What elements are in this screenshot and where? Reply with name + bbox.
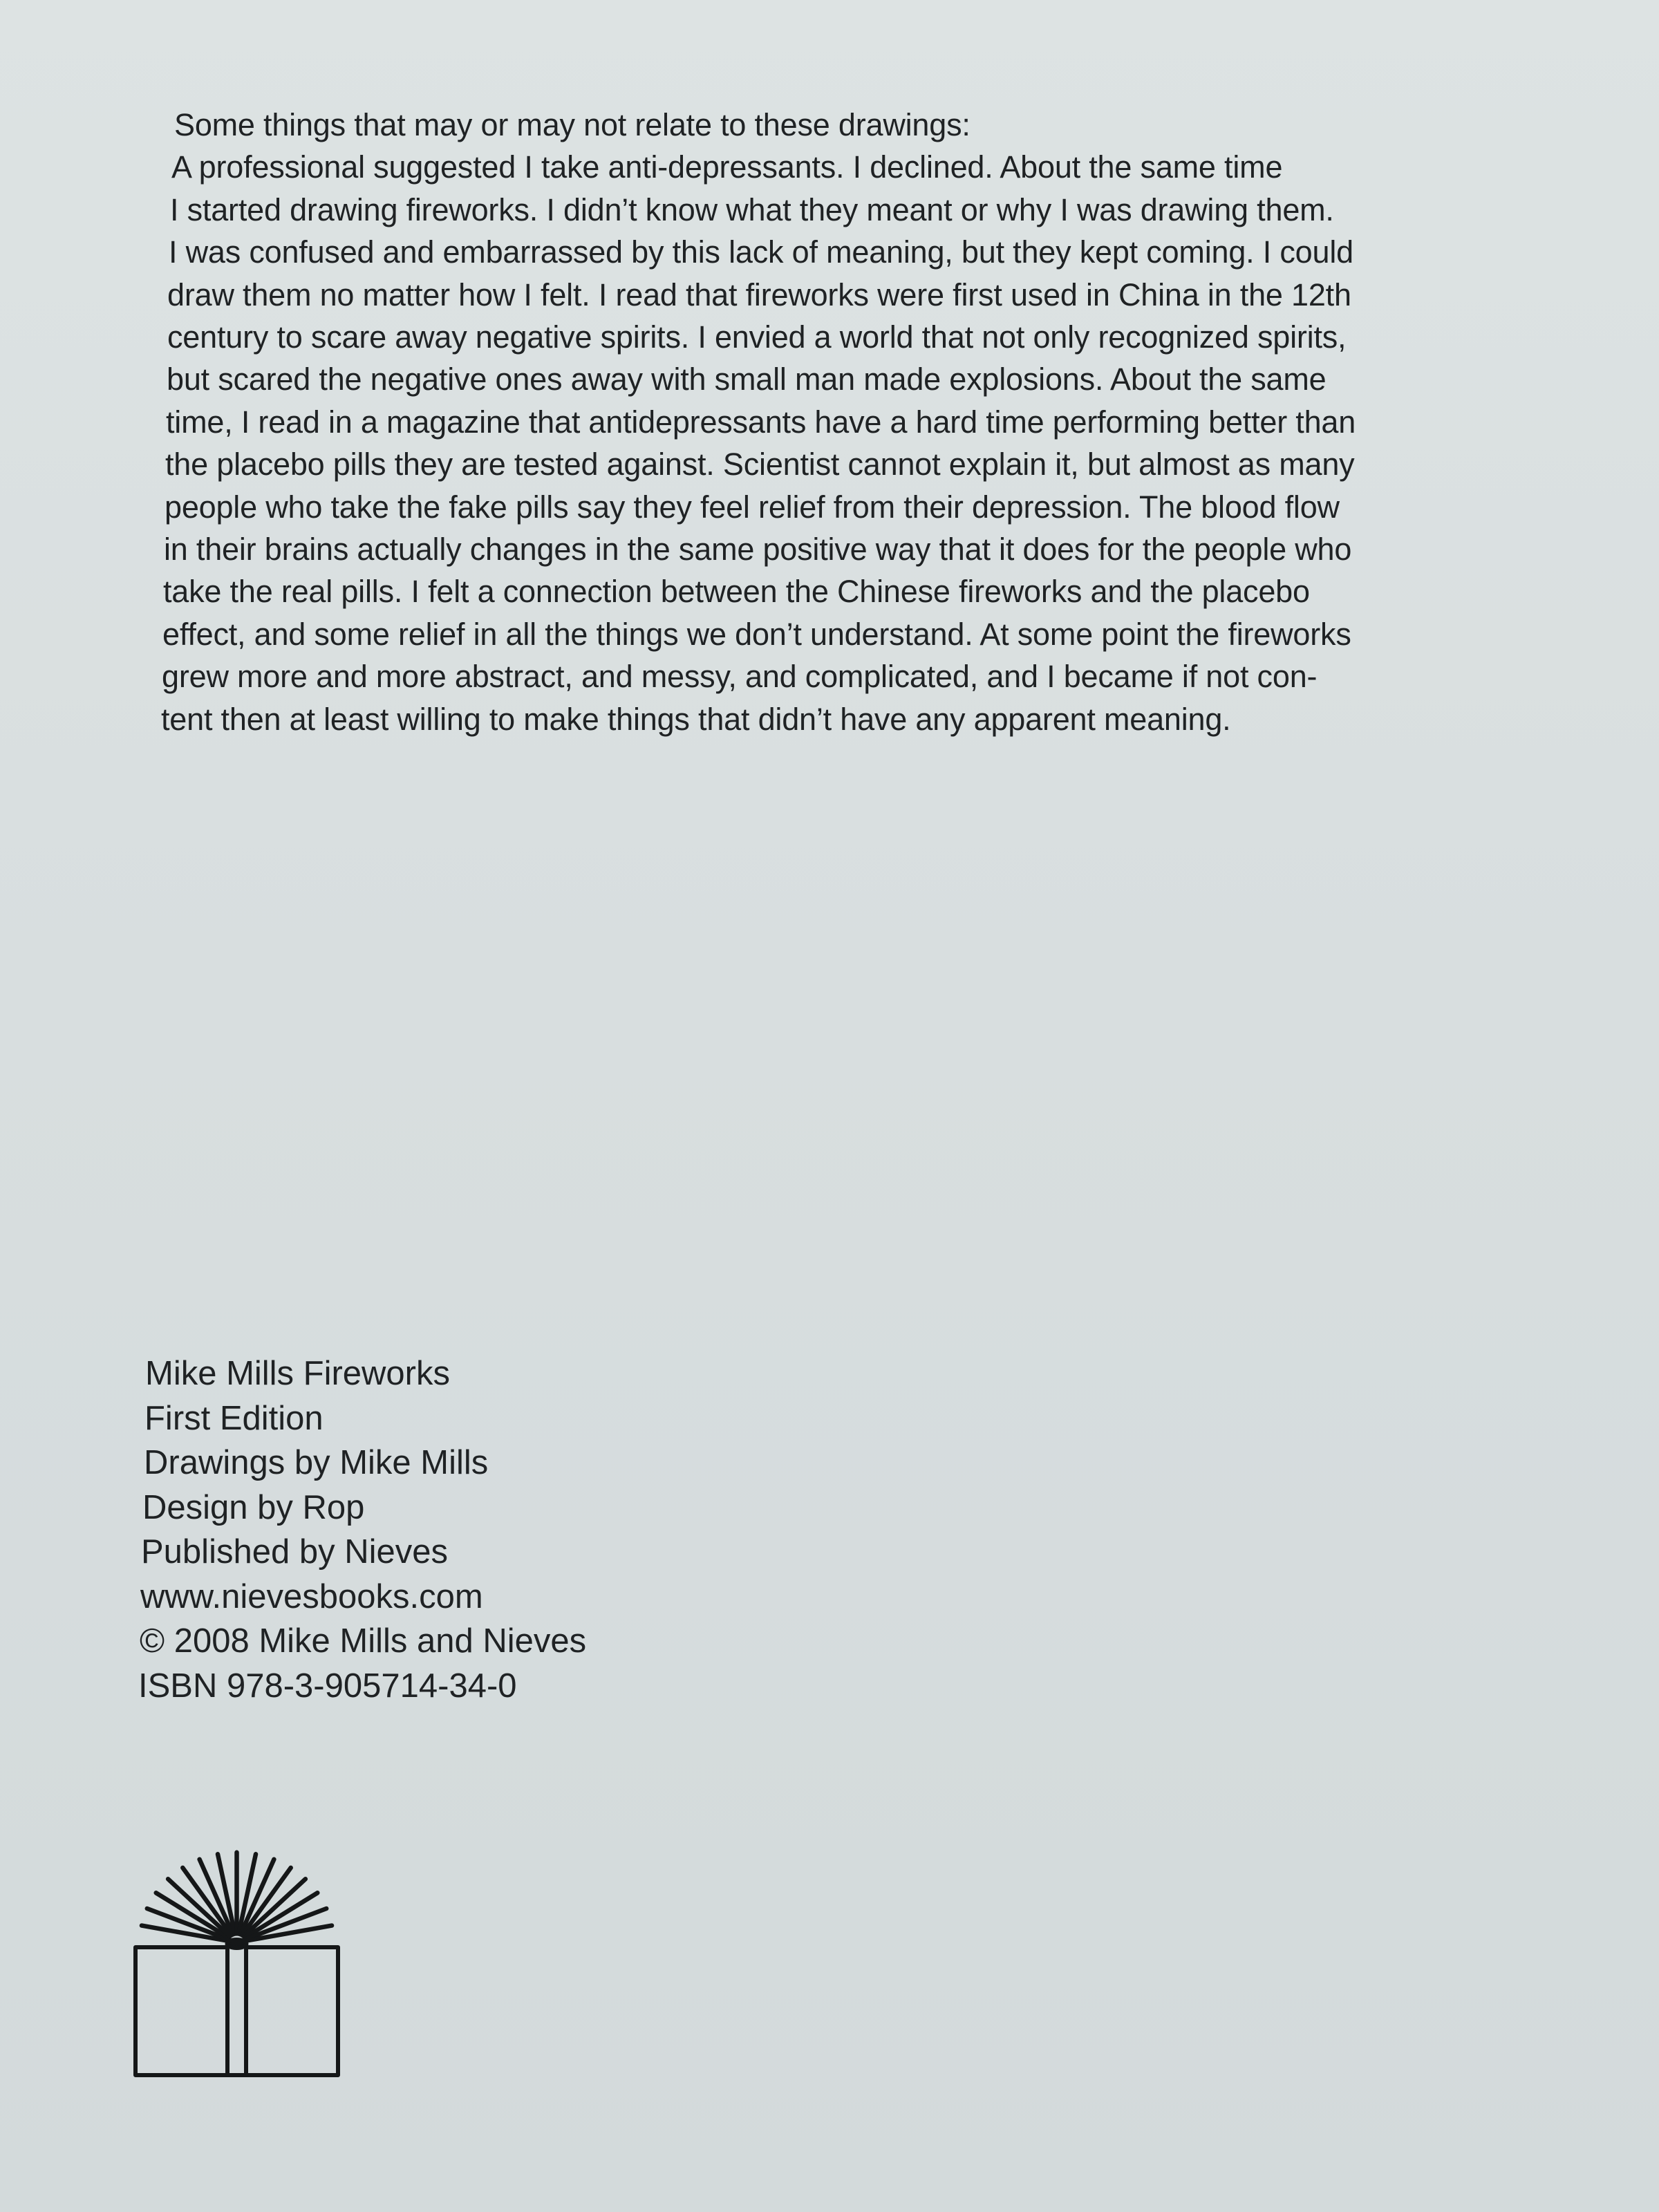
essay-line: effect, and some relief in all the things we don’t understand. At some point the fireworks [162, 616, 1351, 652]
essay-line: but scared the negative ones away with small man made explosions. About the same [167, 362, 1327, 397]
open-book-fan-icon [131, 1839, 342, 2081]
colophon-title: Mike Mills Fireworks [145, 1355, 450, 1392]
essay-line: draw them no matter how I felt. I read that fireworks were first used in China in the 12th [167, 276, 1351, 312]
essay-line: century to scare away negative spirits. I envied a world that not only recognized spirits, [167, 319, 1347, 355]
essay-line: the placebo pills they are tested against. Scientist cannot explain it, but almost as many [165, 447, 1355, 482]
essay-line: take the real pills. I felt a connection between the Chinese fireworks and the placebo [163, 574, 1310, 610]
essay-line: Some things that may or may not relate to these drawings: [174, 107, 971, 142]
book-left-page [135, 1947, 227, 2075]
fan-rays [142, 1853, 332, 1941]
book-outline [135, 1940, 338, 2075]
essay-line: grew more and more abstract, and messy, and complicated, and I became if not con- [162, 659, 1318, 695]
colophon-design-credit: Design by Rop [142, 1488, 365, 1526]
essay-line: in their brains actually changes in the same positive way that it does for the people who [164, 532, 1352, 568]
essay-line: I was confused and embarrassed by this lack of meaning, but they kept coming. I could [169, 234, 1353, 270]
essay-line: time, I read in a magazine that antidepressants have a hard time performing better than [166, 404, 1356, 440]
colophon-copyright: © 2008 Mike Mills and Nieves [140, 1622, 587, 1660]
essay-line: I started drawing fireworks. I didn’t know what they meant or why I was drawing them. [170, 191, 1334, 227]
colophon-drawings-credit: Drawings by Mike Mills [144, 1444, 489, 1481]
colophon-website: www.nievesbooks.com [140, 1577, 483, 1615]
book-spine [227, 1944, 246, 2075]
book-right-page [246, 1947, 338, 2075]
essay-line: tent then at least willing to make things that didn’t have any apparent meaning. [161, 701, 1231, 737]
colophon-publisher: Published by Nieves [141, 1533, 448, 1571]
colophon-isbn: ISBN 978-3-905714-34-0 [138, 1667, 517, 1705]
essay-line: A professional suggested I take anti-depressants. I declined. About the same time [171, 149, 1283, 185]
essay-text [161, 104, 1533, 740]
colophon [138, 1351, 760, 1708]
colophon-edition: First Edition [144, 1399, 324, 1437]
essay-line: people who take the fake pills say they feel relief from their depression. The blood flow [165, 489, 1340, 525]
